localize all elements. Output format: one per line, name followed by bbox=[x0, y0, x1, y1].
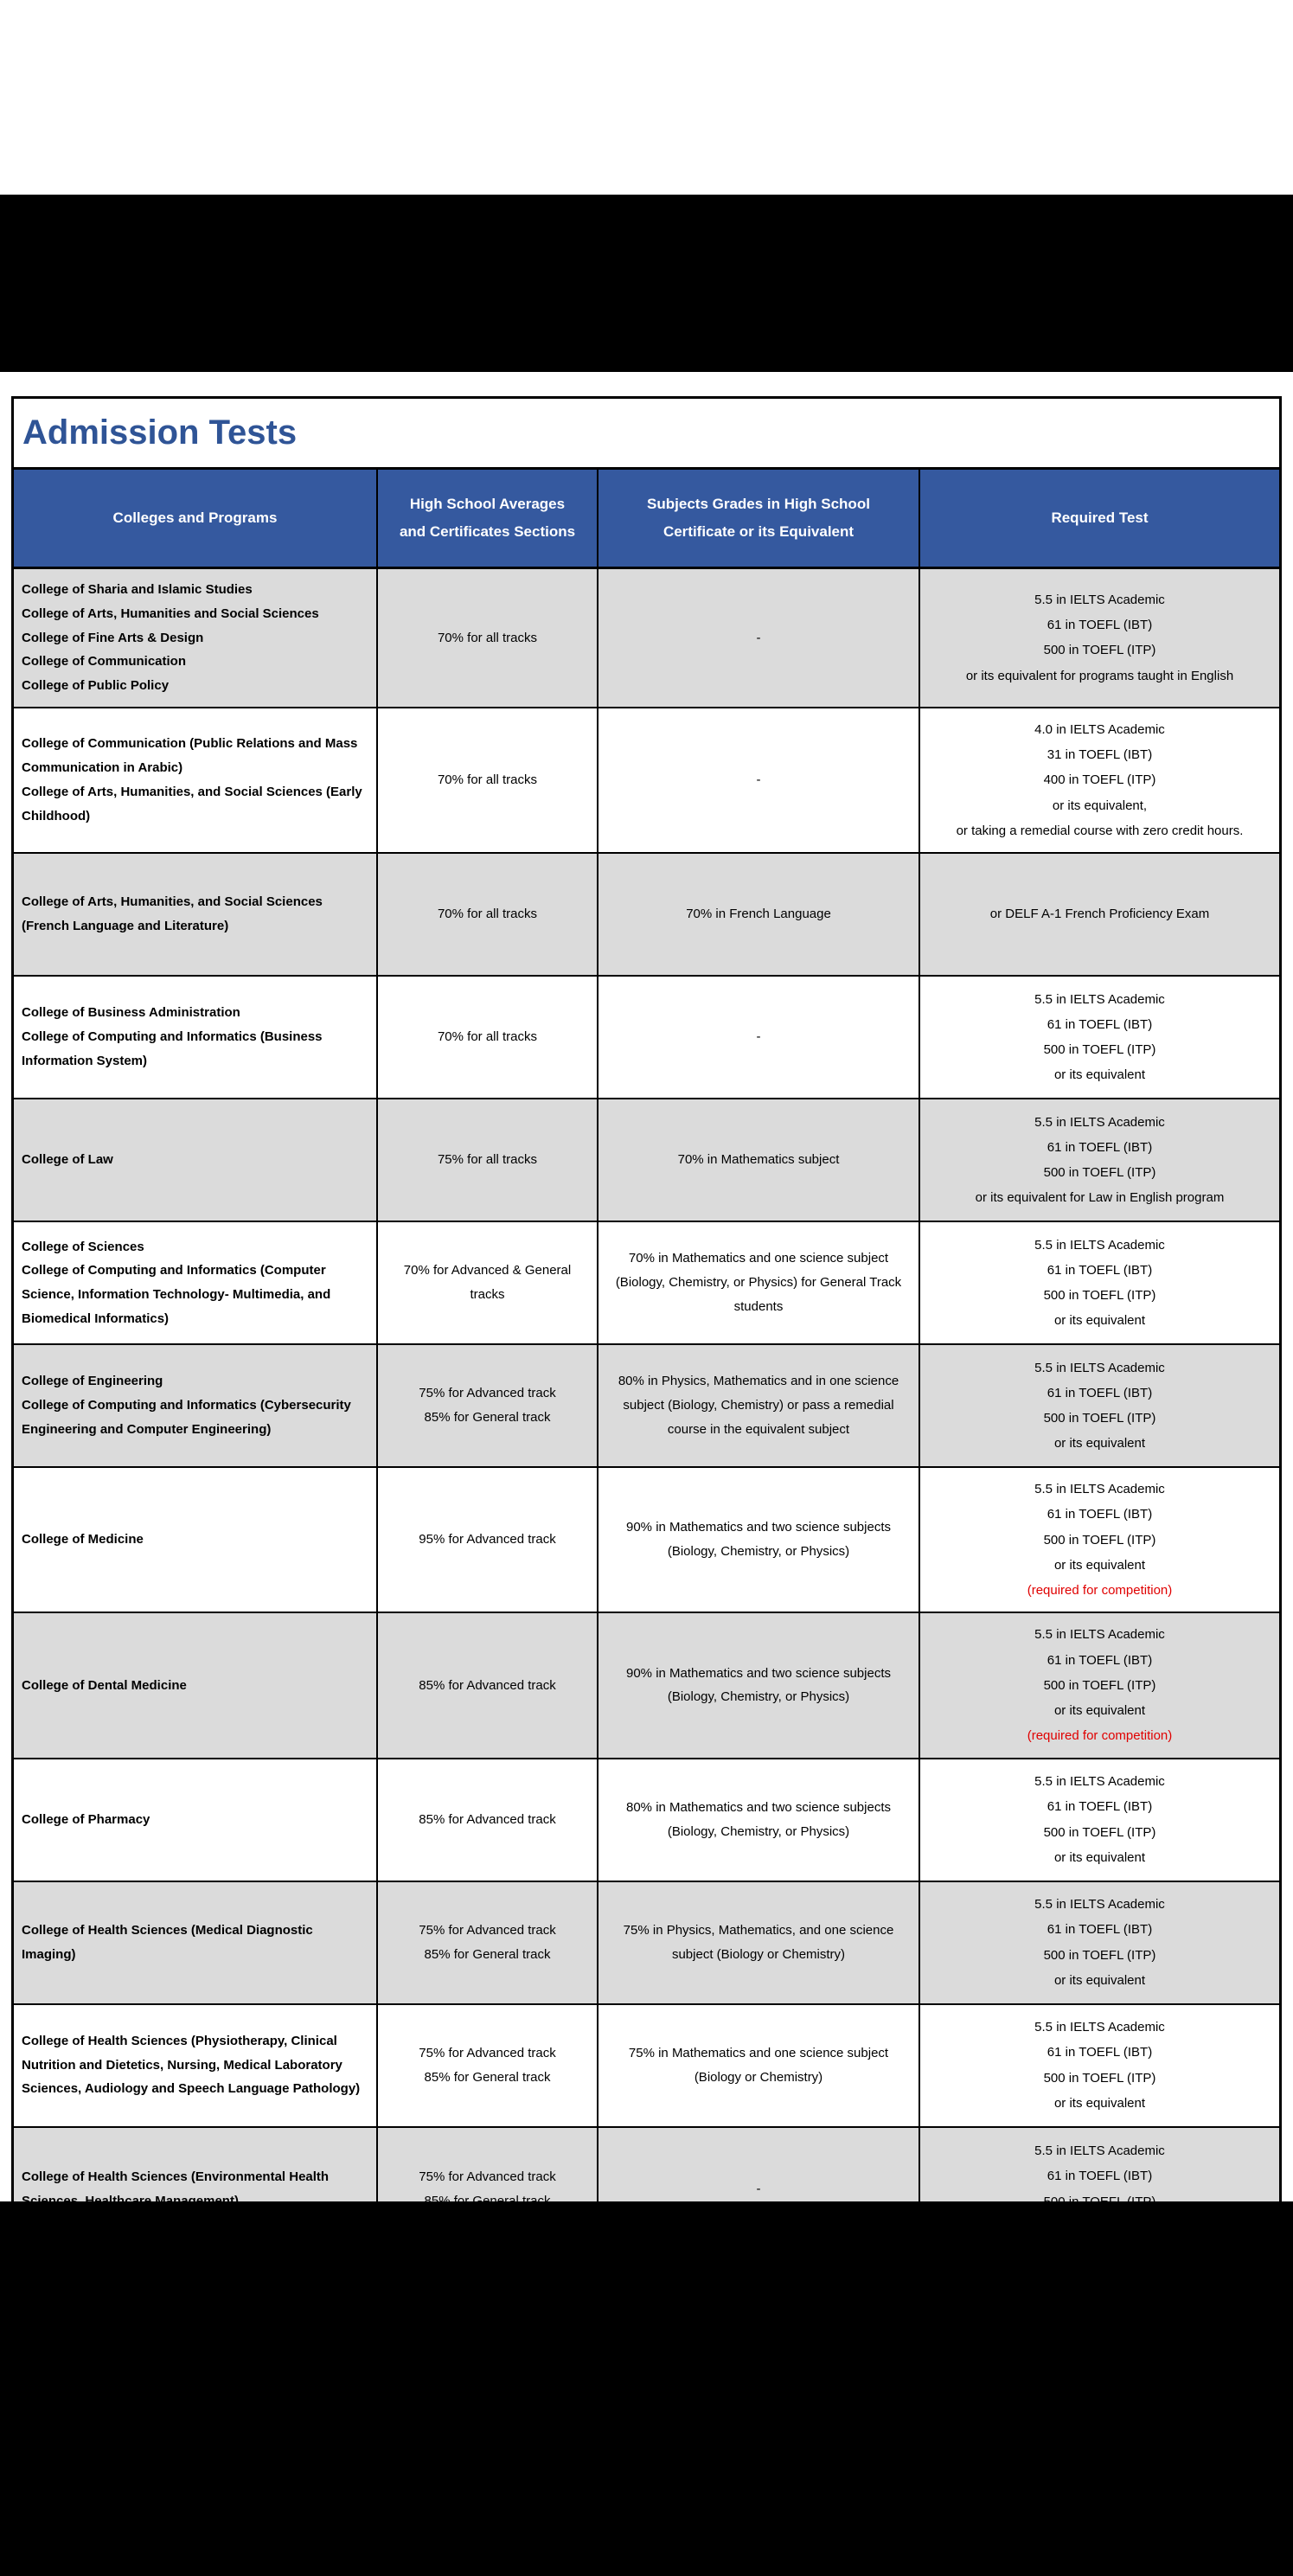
test-lines: 5.5 in IELTS Academic 61 in TOEFL (IBT) 500 in TOEFL (ITP) or its equivalent bbox=[1034, 1897, 1165, 1988]
subjects-cell: 80% in Physics, Mathematics and in one science subject (Biology, Chemistry) or pass a remedial course in the equivalent subject bbox=[598, 1345, 920, 1466]
competition-note: (required for competition) bbox=[1027, 1583, 1173, 1598]
test-lines: 5.5 in IELTS Academic 61 in TOEFL (IBT) 500 in TOEFL (ITP) or its equivalent bbox=[1034, 1237, 1165, 1329]
table-header-row bbox=[14, 470, 1279, 569]
bottom-black-band bbox=[0, 2201, 1293, 2576]
required-test-cell bbox=[920, 2128, 1279, 2251]
test-lines: 5.5 in IELTS Academic 61 in TOEFL (IBT) 500 in TOEFL (ITP) or its equivalent bbox=[1034, 1482, 1165, 1573]
table-row bbox=[14, 2128, 1279, 2251]
average-cell: 70% for all tracks bbox=[378, 977, 598, 1098]
programs-cell: College of Health Sciences (Environmental Health Sciences, Healthcare Management) bbox=[14, 2128, 378, 2251]
average-cell: 75% for Advanced track 85% for General track bbox=[378, 1882, 598, 2003]
document-page bbox=[0, 372, 1293, 2234]
required-test-cell bbox=[920, 1613, 1279, 1757]
average-cell: 70% for all tracks bbox=[378, 708, 598, 852]
table-row bbox=[14, 1759, 1279, 1882]
programs-cell: College of Dental Medicine bbox=[14, 1613, 378, 1757]
page-title: Admission Tests bbox=[22, 413, 298, 452]
subjects-cell: 75% in Physics, Mathematics, and one science subject (Biology or Chemistry) bbox=[598, 1882, 920, 2003]
table-row bbox=[14, 1613, 1279, 1759]
subjects-cell: 70% in French Language bbox=[598, 854, 920, 975]
test-lines: 5.5 in IELTS Academic 61 in TOEFL (IBT) 500 in TOEFL (ITP) or its equivalent bbox=[1034, 2143, 1165, 2234]
subjects-cell: 70% in Mathematics subject bbox=[598, 1099, 920, 1221]
test-lines: 5.5 in IELTS Academic 61 in TOEFL (IBT) 500 in TOEFL (ITP) or its equivalent bbox=[1034, 991, 1165, 1083]
column-header-averages: High School Averages and Certificates Sections bbox=[378, 470, 598, 567]
table-row bbox=[14, 569, 1279, 708]
subjects-cell: 90% in Mathematics and two science subjects (Biology, Chemistry, or Physics) bbox=[598, 1613, 920, 1757]
test-lines: 5.5 in IELTS Academic 61 in TOEFL (IBT) 500 in TOEFL (ITP) or its equivalent bbox=[1034, 1627, 1165, 1718]
programs-cell: College of Law bbox=[14, 1099, 378, 1221]
subjects-cell: - bbox=[598, 2128, 920, 2251]
column-header-colleges: Colleges and Programs bbox=[14, 470, 378, 567]
test-lines: 5.5 in IELTS Academic 61 in TOEFL (IBT) 500 in TOEFL (ITP) or its equivalent for Law in English program bbox=[975, 1114, 1225, 1206]
table-row bbox=[14, 1222, 1279, 1345]
average-cell: 70% for all tracks bbox=[378, 854, 598, 975]
table-row bbox=[14, 2005, 1279, 2128]
test-lines: 4.0 in IELTS Academic 31 in TOEFL (IBT) 400 in TOEFL (ITP) or its equivalent, or taking a remedial course with zero credit hours. bbox=[956, 721, 1244, 838]
competition-note: (required for competition) bbox=[1027, 1728, 1173, 1744]
subjects-cell: 75% in Mathematics and one science subject (Biology or Chemistry) bbox=[598, 2005, 920, 2126]
programs-cell: College of Pharmacy bbox=[14, 1759, 378, 1881]
subjects-cell: - bbox=[598, 569, 920, 707]
subjects-cell: - bbox=[598, 708, 920, 852]
average-cell: 95% for Advanced track bbox=[378, 1468, 598, 1612]
table-row bbox=[14, 1099, 1279, 1222]
programs-cell: College of Health Sciences (Physiotherapy, Clinical Nutrition and Dietetics, Nursing, Medical Laboratory Sciences, Audiology and Speech Language Pathology) bbox=[14, 2005, 378, 2126]
required-test-cell bbox=[920, 1759, 1279, 1881]
column-header-required-test: Required Test bbox=[1051, 509, 1149, 526]
test-lines: 5.5 in IELTS Academic 61 in TOEFL (IBT) 500 in TOEFL (ITP) or its equivalent bbox=[1034, 2020, 1165, 2111]
table-row bbox=[14, 1882, 1279, 2005]
average-cell: 75% for Advanced track 85% for General track bbox=[378, 2005, 598, 2126]
programs-cell: College of Sharia and Islamic Studies College of Arts, Humanities and Social Sciences College of Fine Arts & Design College of Communication College of Public Policy bbox=[14, 569, 378, 707]
average-cell: 75% for Advanced track 85% for General track bbox=[378, 1345, 598, 1466]
required-test-cell bbox=[920, 1882, 1279, 2003]
required-test-cell bbox=[920, 1345, 1279, 1466]
admission-tests-table bbox=[11, 396, 1282, 2253]
top-margin bbox=[0, 0, 1293, 195]
subjects-cell: - bbox=[598, 977, 920, 1098]
table-row bbox=[14, 708, 1279, 854]
column-header-subjects: Subjects Grades in High School Certificate or its Equivalent bbox=[598, 470, 920, 567]
required-test-cell bbox=[920, 854, 1279, 975]
programs-cell: College of Medicine bbox=[14, 1468, 378, 1612]
programs-cell: College of Sciences College of Computing and Informatics (Computer Science, Information Technology- Multimedia, and Biomedical Informatics) bbox=[14, 1222, 378, 1343]
required-test-cell bbox=[920, 2005, 1279, 2126]
average-cell: 70% for Advanced & General tracks bbox=[378, 1222, 598, 1343]
required-test-cell bbox=[920, 1468, 1279, 1612]
subjects-cell: 80% in Mathematics and two science subjects (Biology, Chemistry, or Physics) bbox=[598, 1759, 920, 1881]
table-row bbox=[14, 1345, 1279, 1468]
average-cell: 75% for Advanced track 85% for General track bbox=[378, 2128, 598, 2251]
average-cell: 70% for all tracks bbox=[378, 569, 598, 707]
programs-cell: College of Health Sciences (Medical Diagnostic Imaging) bbox=[14, 1882, 378, 2003]
table-row bbox=[14, 977, 1279, 1099]
title-bar bbox=[14, 399, 1279, 470]
programs-cell: College of Business Administration College of Computing and Informatics (Business Information System) bbox=[14, 977, 378, 1098]
required-test-cell bbox=[920, 708, 1279, 852]
table-row bbox=[14, 854, 1279, 977]
top-black-band bbox=[0, 195, 1293, 372]
required-test-cell bbox=[920, 1222, 1279, 1343]
required-test-cell bbox=[920, 1099, 1279, 1221]
test-lines: 5.5 in IELTS Academic 61 in TOEFL (IBT) 500 in TOEFL (ITP) or its equivalent bbox=[1034, 1360, 1165, 1451]
programs-cell: College of Engineering College of Computing and Informatics (Cybersecurity Engineering and Computer Engineering) bbox=[14, 1345, 378, 1466]
average-cell: 85% for Advanced track bbox=[378, 1613, 598, 1757]
subjects-cell: 70% in Mathematics and one science subject (Biology, Chemistry, or Physics) for General Track students bbox=[598, 1222, 920, 1343]
table-row bbox=[14, 1468, 1279, 1613]
required-test-cell bbox=[920, 569, 1279, 707]
test-lines: 5.5 in IELTS Academic 61 in TOEFL (IBT) 500 in TOEFL (ITP) or its equivalent for programs taught in English bbox=[965, 592, 1234, 683]
programs-cell: College of Communication (Public Relations and Mass Communication in Arabic) College of Arts, Humanities, and Social Sciences (Early Childhood) bbox=[14, 708, 378, 852]
test-lines: 5.5 in IELTS Academic 61 in TOEFL (IBT) 500 in TOEFL (ITP) or its equivalent bbox=[1034, 1774, 1165, 1865]
average-cell: 85% for Advanced track bbox=[378, 1759, 598, 1881]
average-cell: 75% for all tracks bbox=[378, 1099, 598, 1221]
required-test-cell bbox=[920, 977, 1279, 1098]
test-lines: or DELF A-1 French Proficiency Exam bbox=[989, 907, 1210, 922]
programs-cell: College of Arts, Humanities, and Social Sciences (French Language and Literature) bbox=[14, 854, 378, 975]
subjects-cell: 90% in Mathematics and two science subjects (Biology, Chemistry, or Physics) bbox=[598, 1468, 920, 1612]
